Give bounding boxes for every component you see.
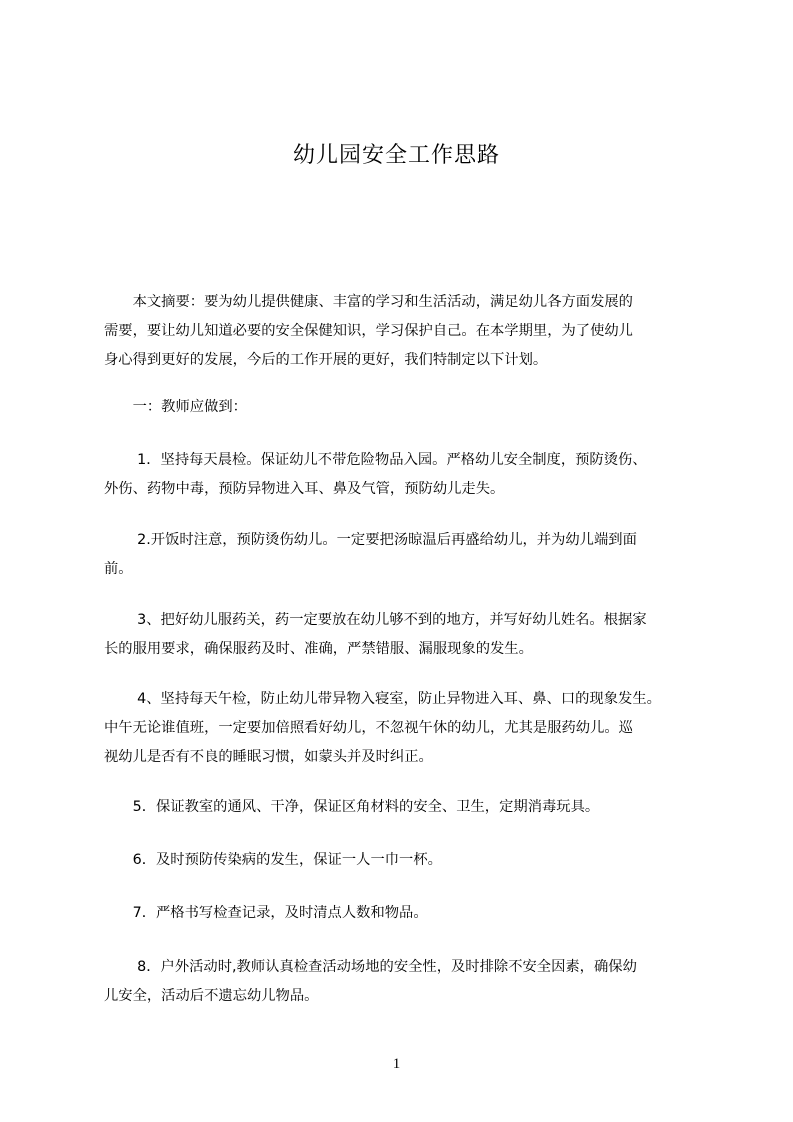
list-item-line: 前。: [104, 561, 133, 577]
list-item-line: 6．及时预防传染病的发生，保证一人一巾一杯。: [104, 852, 442, 868]
list-item-line: 4、坚持每天午检，防止幼儿带异物入寝室，防止异物进入耳、鼻、口的现象发生。: [104, 691, 661, 707]
list-item-line: 儿安全，活动后不遗忘幼儿物品。: [104, 988, 319, 1004]
list-item-line: 2.开饭时注意，预防烫伤幼儿。一定要把汤晾温后再盛给幼儿，并为幼儿端到面: [104, 532, 637, 548]
list-item: [104, 793, 704, 822]
abstract-line: 身心得到更好的发展，今后的工作开展的更好，我们特制定以下计划。: [104, 352, 548, 368]
document-title: 幼儿园安全工作思路: [292, 143, 500, 168]
list-item-line: 外伤、药物中毒，预防异物进入耳、鼻及气管，预防幼儿走失。: [104, 481, 505, 497]
list-item: [104, 685, 704, 772]
list-item-line: 7．严格书写检查记录，及时清点人数和物品。: [104, 905, 428, 921]
section-heading-text: 一：教师应做到：: [104, 399, 247, 415]
list-item-line: 8．户外活动时,教师认真检查活动场地的安全性，及时排除不安全因素，确保幼: [104, 959, 637, 975]
list-item-line: 1．坚持每天晨检。保证幼儿不带危险物品入园。严格幼儿安全制度，预防烫伤、: [104, 452, 647, 468]
list-item: [104, 899, 704, 928]
list-item-line: 长的服用要求，确保服药及时、准确，严禁错服、漏服现象的发生。: [104, 641, 533, 657]
list-item: [104, 446, 704, 504]
list-item: [104, 846, 704, 875]
list-item-line: 5．保证教室的通风、干净，保证区角材料的安全、卫生，定期消毒玩具。: [104, 799, 600, 815]
abstract-line: 需要，要让幼儿知道必要的安全保健知识，学习保护自己。在本学期里，为了使幼儿: [104, 323, 633, 339]
list-item-line: 视幼儿是否有不良的睡眠习惯，如蒙头并及时纠正。: [104, 749, 433, 765]
list-item: [104, 606, 704, 664]
page-number: 1: [392, 1056, 401, 1072]
abstract-line: 本文摘要：要为幼儿提供健康、丰富的学习和生活活动，满足幼儿各方面发展的: [104, 294, 633, 310]
list-item-line: 3、把好幼儿服药关，药一定要放在幼儿够不到的地方，并写好幼儿姓名。根据家: [104, 612, 647, 628]
section-heading: [104, 393, 704, 422]
list-item-line: 中午无论谁值班，一定要加倍照看好幼儿，不忽视午休的幼儿，尤其是服药幼儿。巡: [104, 720, 633, 736]
abstract-paragraph: [104, 288, 704, 375]
list-item: [104, 953, 704, 1011]
list-item: [104, 526, 704, 584]
